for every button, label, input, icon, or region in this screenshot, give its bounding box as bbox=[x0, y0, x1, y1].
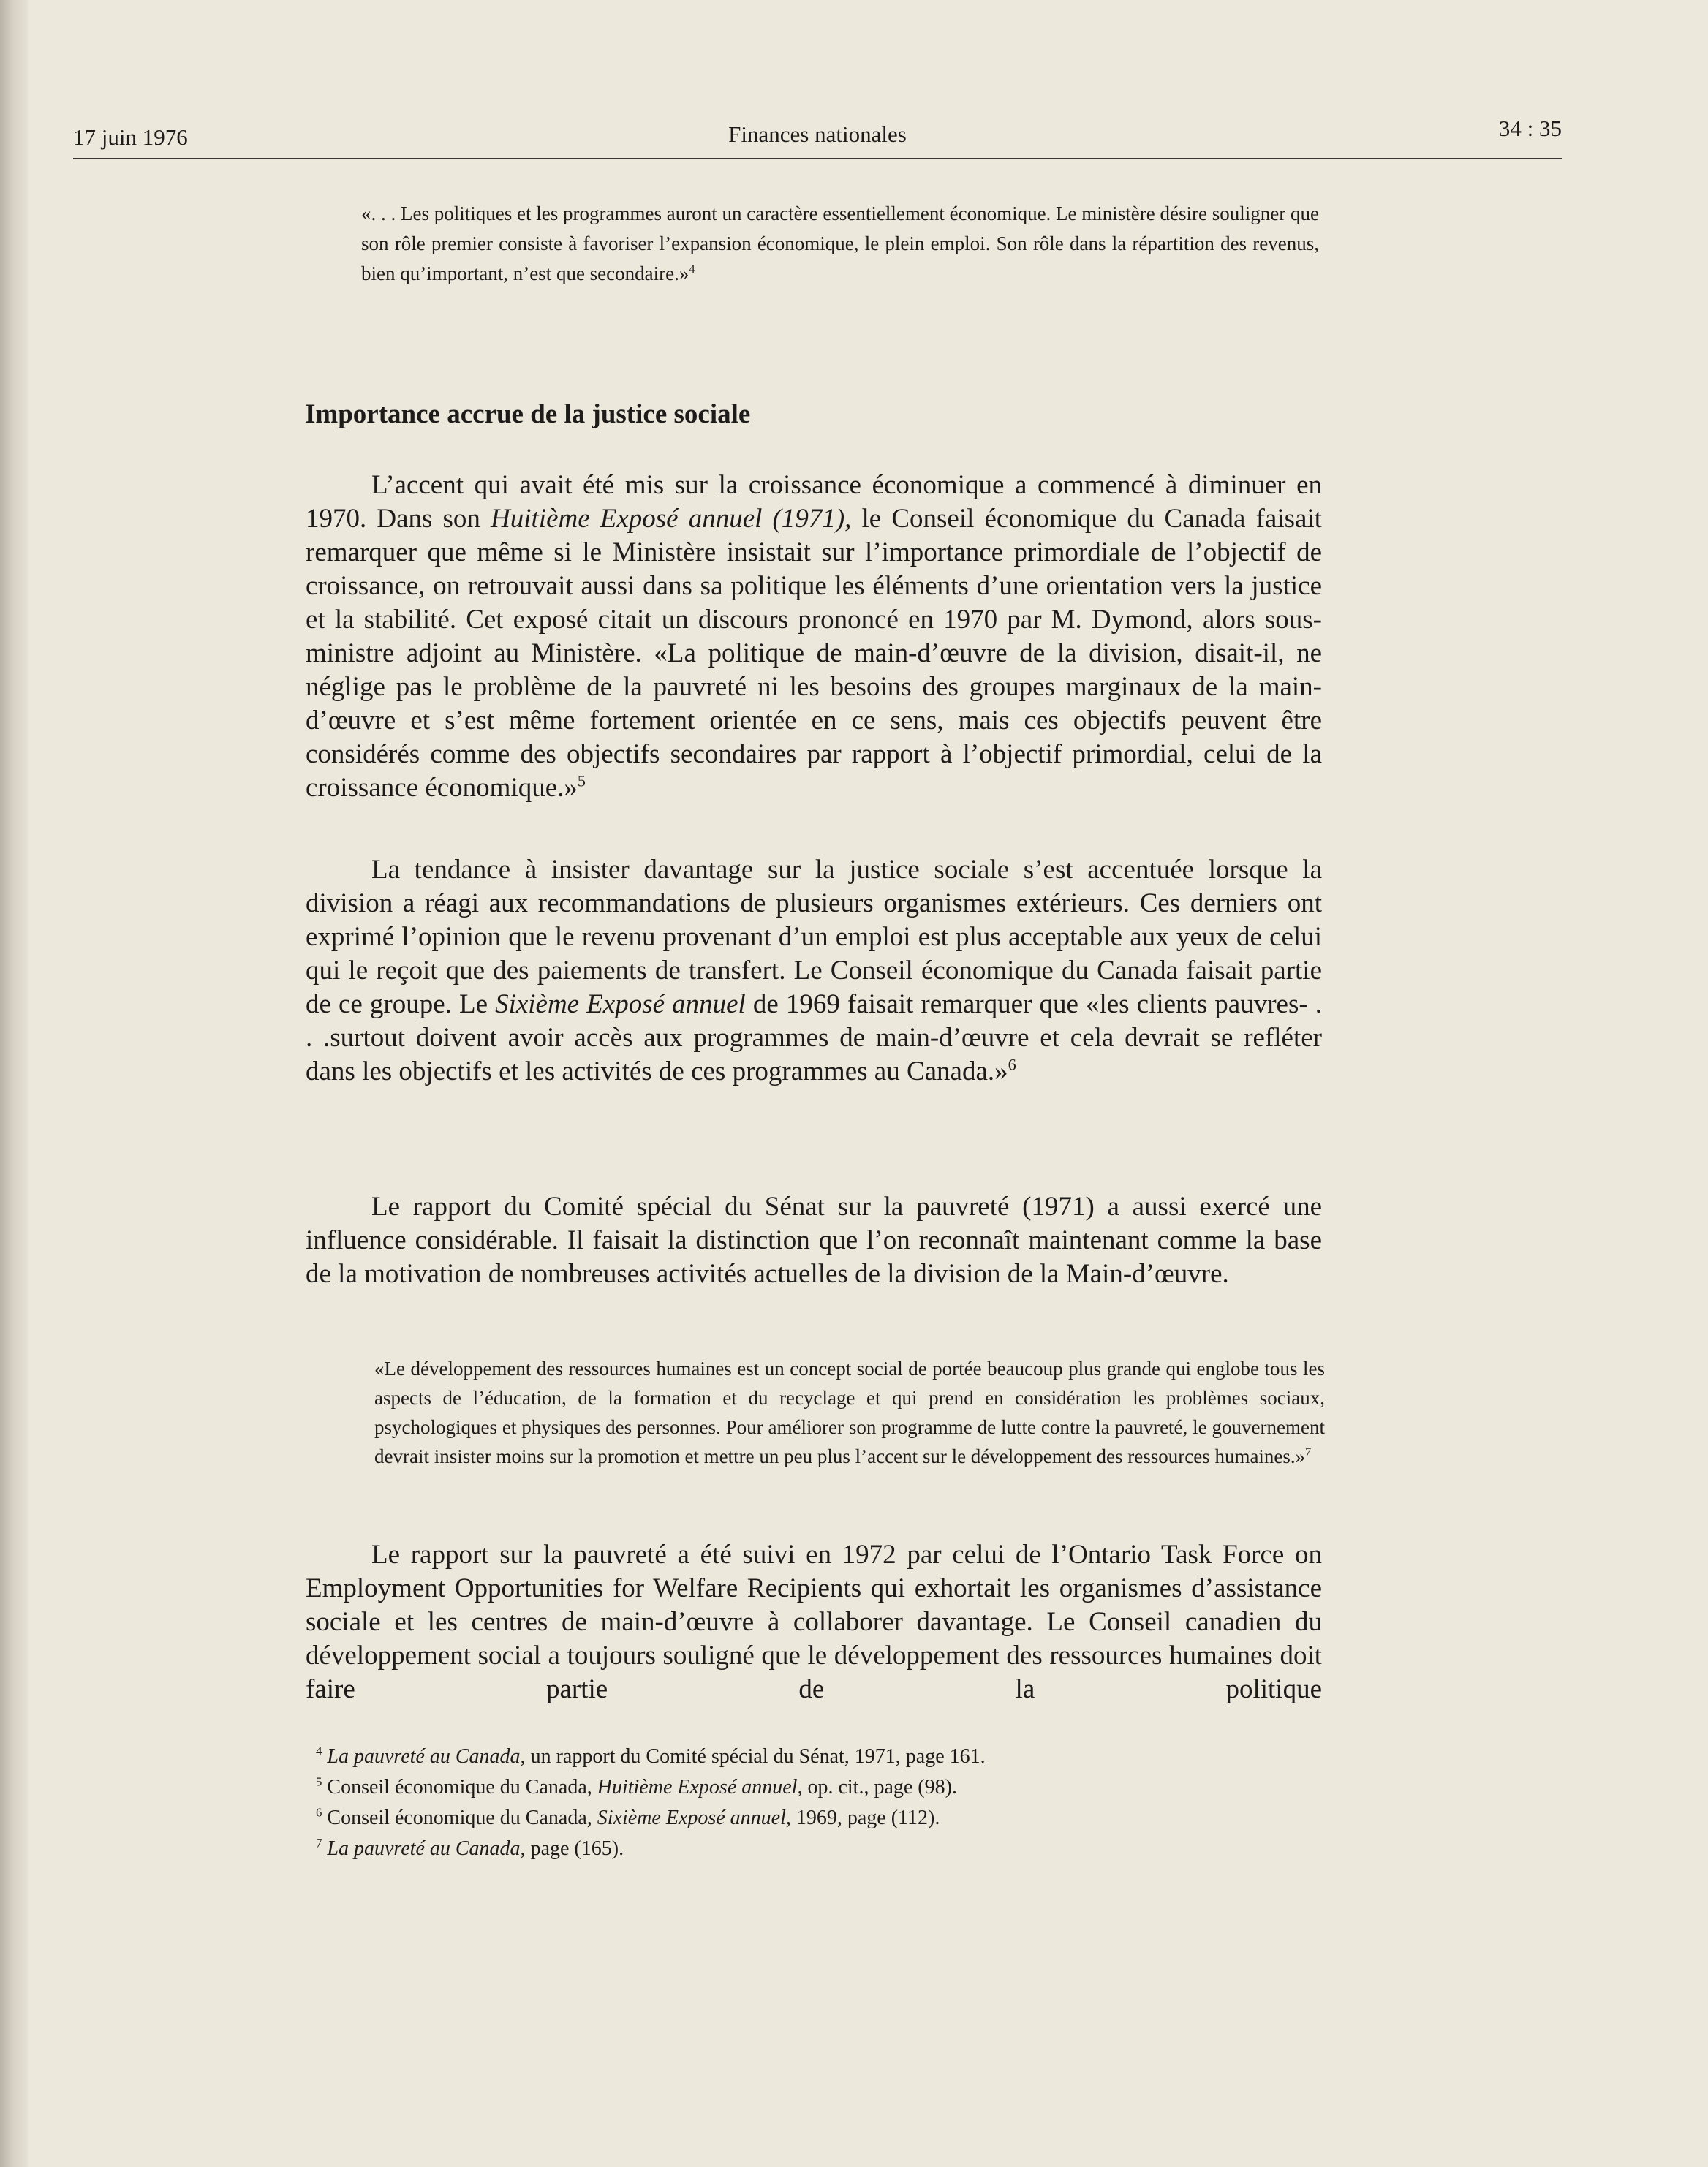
footnote-text: page (165). bbox=[525, 1837, 624, 1860]
paragraph-2-text-b: de 1969 faisait remarquer que «les clients pauvres- . . .surtout doivent avoir accès aux programmes de main-d’œuvre et cela devrait se refléter dans les objectifs et les activités de ces programmes au Canada.» bbox=[306, 989, 1322, 1086]
paragraph-2-text-a: La tendance à insister davantage sur la justice sociale s’est accentuée lorsque la division a réagi aux recommandations de plusieurs organismes extérieurs. Ces derniers ont exprimé l’opinion que le revenu provenant d’un emploi est plus acceptable aux yeux de celui qui le reçoit que des paiements de transfert. Le Conseil économique du Canada faisait partie de ce groupe. Le bbox=[306, 855, 1322, 1019]
footnote-italic: Huitième Exposé annuel, bbox=[597, 1776, 803, 1799]
footnote-italic: La pauvreté au Canada, bbox=[327, 1745, 526, 1768]
footnote-4 bbox=[316, 1741, 1325, 1772]
block-quote-2 bbox=[374, 1354, 1325, 1471]
block-quote-1-text: «. . . Les politiques et les programmes auront un caractère essentiellement économique. Le ministère désire souligner que son rôle premier consiste à favoriser l’expansion économique, le plein emploi. Son rôle dans la répartition des revenus, bien qu’important, n’est que secondaire.» bbox=[361, 203, 1319, 284]
footnote-5 bbox=[316, 1772, 1325, 1803]
binding-edge bbox=[0, 0, 28, 2167]
paragraph-1-text-b: le Conseil économique du Canada faisait remarquer que même si le Ministère insistait sur l’importance primordiale de l’objectif de croissance, on retrouvait aussi dans sa politique les éléments d’une orientation vers la justice et la stabilité. Cet exposé citait un discours prononcé en 1970 par M. Dymond, alors sous-ministre adjoint au Ministère. «La politique de main-d’œuvre de la division, disait-il, ne néglige pas le problème de la pauvreté ni les besoins des groupes marginaux de la main-d’œuvre et s’est même fortement orientée en ce sens, mais ces objectifs peuvent être considérés comme des objectifs secondaires par rapport à l’objectif primordial, celui de la croissance économique.» bbox=[306, 504, 1322, 803]
footnote-text: Conseil économique du Canada, bbox=[327, 1776, 597, 1799]
footnote-text: un rapport du Comité spécial du Sénat, 1971, page 161. bbox=[525, 1745, 986, 1768]
paragraph-4 bbox=[306, 1538, 1322, 1706]
section-heading: Importance accrue de la justice sociale bbox=[305, 399, 751, 429]
footnote-italic: Sixième Exposé annuel, bbox=[597, 1807, 791, 1829]
footnote-text: op. cit., page (98). bbox=[802, 1776, 957, 1799]
paragraph-2 bbox=[306, 853, 1322, 1089]
paragraph-1 bbox=[306, 469, 1322, 805]
header-rule bbox=[73, 158, 1562, 159]
footnote-number: 4 bbox=[316, 1744, 322, 1758]
header-title: Finances nationales bbox=[728, 121, 907, 147]
footnote-number: 6 bbox=[316, 1805, 322, 1820]
footnote-ref-7: 7 bbox=[1305, 1445, 1312, 1459]
footnotes bbox=[316, 1741, 1325, 1864]
paragraph-4-text: Le rapport sur la pauvreté a été suivi en 1972 par celui de l’Ontario Task Force on Employment Opportunities for Welfare Recipients qui exhortait les organismes d’assistance sociale et les centres de main-d’œuvre à collaborer davantage. Le Conseil canadien du développement social a toujours souligné que le développement des ressources humaines doit faire partie de la politique bbox=[306, 1540, 1322, 1704]
footnote-text: Conseil économique du Canada, bbox=[327, 1807, 597, 1829]
paragraph-2-italic: Sixième Exposé annuel bbox=[495, 989, 746, 1019]
footnote-number: 5 bbox=[316, 1774, 322, 1789]
footnote-italic: La pauvreté au Canada, bbox=[327, 1837, 526, 1860]
footnote-number: 7 bbox=[316, 1836, 322, 1850]
block-quote-2-text: «Le développement des ressources humaines est un concept social de portée beaucoup plus grande qui englobe tous les aspects de l’éducation, de la formation et du recyclage et qui prend en considération les problèmes sociaux, psychologiques et physiques des personnes. Pour améliorer son programme de lutte contre la pauvreté, le gouvernement devrait insister moins sur la promotion et mettre un peu plus l’accent sur le développement des ressources humaines.» bbox=[374, 1358, 1325, 1467]
footnote-ref-6: 6 bbox=[1008, 1055, 1016, 1074]
paragraph-3 bbox=[306, 1190, 1322, 1291]
footnote-6 bbox=[316, 1803, 1325, 1834]
footnote-text: 1969, page (112). bbox=[790, 1807, 940, 1829]
footnote-7 bbox=[316, 1834, 1325, 1864]
paragraph-3-text: Le rapport du Comité spécial du Sénat sur la pauvreté (1971) a aussi exercé une influence considérable. Il faisait la distinction que l’on reconnaît maintenant comme la base de la motivation de nombreuses activités actuelles de la division de la Main-d’œuvre. bbox=[306, 1192, 1322, 1289]
paragraph-1-text-a: L’accent qui avait été mis sur la croissance économique a commencé à diminuer en 1970. Dans son bbox=[306, 470, 1322, 534]
page-number: 34 : 35 bbox=[1498, 116, 1562, 141]
footnote-ref-5: 5 bbox=[577, 771, 586, 790]
running-header bbox=[73, 110, 1562, 154]
footnote-ref-4: 4 bbox=[689, 262, 695, 276]
paragraph-1-italic: Huitième Exposé annuel (1971), bbox=[491, 504, 852, 534]
block-quote-1 bbox=[361, 199, 1319, 289]
header-date: 17 juin 1976 bbox=[73, 124, 188, 150]
